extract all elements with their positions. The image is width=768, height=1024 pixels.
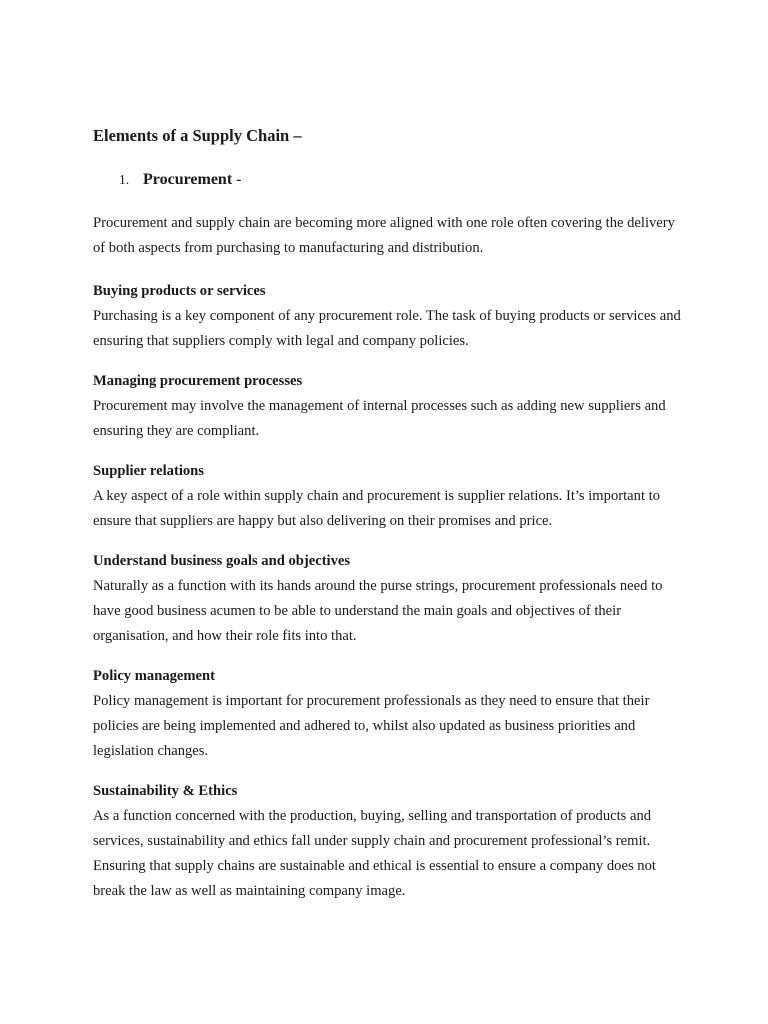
list-item-title: Procurement <box>143 171 233 188</box>
section-heading: Managing procurement processes <box>93 373 303 389</box>
intro-paragraph: Procurement and supply chain are becoming more aligned with one role often covering the delivery of both aspects from purchasing to manufacturing and distribution. <box>93 215 675 256</box>
section-heading: Understand business goals and objectives <box>93 553 351 569</box>
list-item-title-suffix: - <box>232 171 242 188</box>
section-managing-processes <box>93 369 683 444</box>
section-business-goals <box>93 549 683 649</box>
section-policy-management <box>93 664 683 764</box>
section-body: Purchasing is a key component of any procurement role. The task of buying products or services and ensuring that suppliers comply with legal and company policies. <box>93 308 681 349</box>
list-item-procurement <box>119 171 241 189</box>
section-buying-products <box>93 279 683 354</box>
section-heading: Policy management <box>93 668 215 684</box>
section-supplier-relations <box>93 459 683 534</box>
section-heading: Sustainability & Ethics <box>93 783 238 799</box>
section-heading: Buying products or services <box>93 283 266 299</box>
section-body: As a function concerned with the production, buying, selling and transportation of products and services, sustainability and ethics fall under supply chain and procurement professional’s remit. Ensuring that supply chains are sustainable and ethical is essential to ensure a company does not break the law as well as maintaining company image. <box>93 808 656 899</box>
section-heading: Supplier relations <box>93 463 204 479</box>
section-sustainability-ethics <box>93 779 683 904</box>
document-title: Elements of a Supply Chain – <box>93 126 302 145</box>
section-body: Naturally as a function with its hands around the purse strings, procurement professionals need to have good business acumen to be able to understand the main goals and objectives of their organisation, and how their role fits into that. <box>93 578 663 644</box>
list-number: 1. <box>119 172 130 187</box>
section-body: Procurement may involve the management of internal processes such as adding new suppliers and ensuring they are compliant. <box>93 398 666 439</box>
section-body: A key aspect of a role within supply chain and procurement is supplier relations. It’s important to ensure that suppliers are happy but also delivering on their promises and price. <box>93 488 660 529</box>
section-body: Policy management is important for procurement professionals as they need to ensure that their policies are being implemented and adhered to, whilst also updated as business priorities and legislation changes. <box>93 693 650 759</box>
